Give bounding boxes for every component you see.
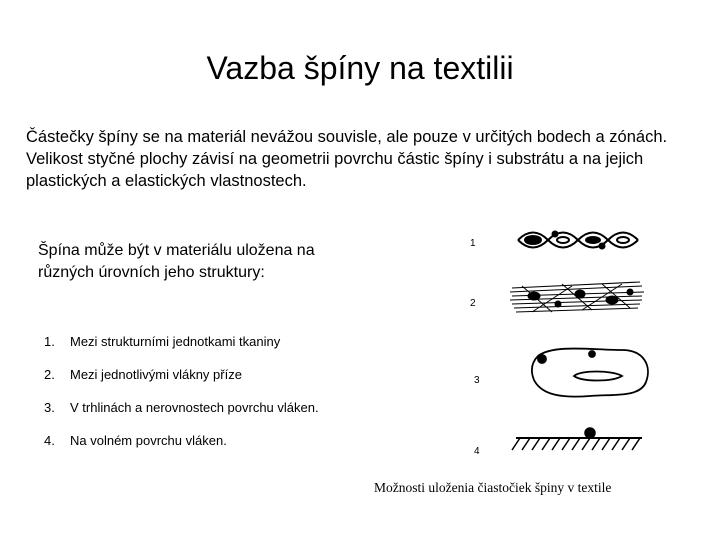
fabric-weave-drawing bbox=[518, 232, 638, 249]
figure-label-1: 1 bbox=[470, 238, 476, 249]
figure-label-3: 3 bbox=[474, 375, 480, 386]
list-text: Mezi jednotlivými vlákny příze bbox=[70, 367, 242, 382]
location-list bbox=[44, 334, 319, 466]
page-title: Vazba špíny na textilii bbox=[206, 50, 514, 86]
figure-label-2: 2 bbox=[470, 298, 476, 309]
figure-label-4: 4 bbox=[474, 446, 480, 457]
free-surface-drawing bbox=[512, 428, 642, 450]
list-number: 4. bbox=[44, 433, 55, 448]
yarn-fibers-drawing bbox=[510, 282, 644, 312]
list-number: 1. bbox=[44, 334, 55, 349]
list-text: Na volném povrchu vláken. bbox=[70, 433, 227, 448]
list-item bbox=[44, 400, 319, 433]
fiber-crack-drawing bbox=[532, 349, 648, 397]
list-number: 3. bbox=[44, 400, 55, 415]
intro-paragraph: Částečky špíny se na materiál nevážou souvisle, ale pouze v určitých bodech a zónách. Velikost styčné plochy závisí na geometrii povrchu částic špíny i substrátu a na jejich plastických a elastických vlastnostech. bbox=[26, 128, 668, 190]
list-item bbox=[44, 433, 319, 466]
list-heading: Špína může být v materiálu uložena na různých úrovních jeho struktury: bbox=[38, 242, 315, 281]
list-item bbox=[44, 334, 319, 367]
soil-location-figure bbox=[462, 226, 702, 496]
list-text: V trhlinách a nerovnostech povrchu vláken. bbox=[70, 400, 319, 415]
list-number: 2. bbox=[44, 367, 55, 382]
list-item bbox=[44, 367, 319, 400]
figure-caption: Možnosti uloženia čiastočiek špiny v textile bbox=[374, 480, 612, 495]
list-text: Mezi strukturními jednotkami tkaniny bbox=[70, 334, 281, 349]
